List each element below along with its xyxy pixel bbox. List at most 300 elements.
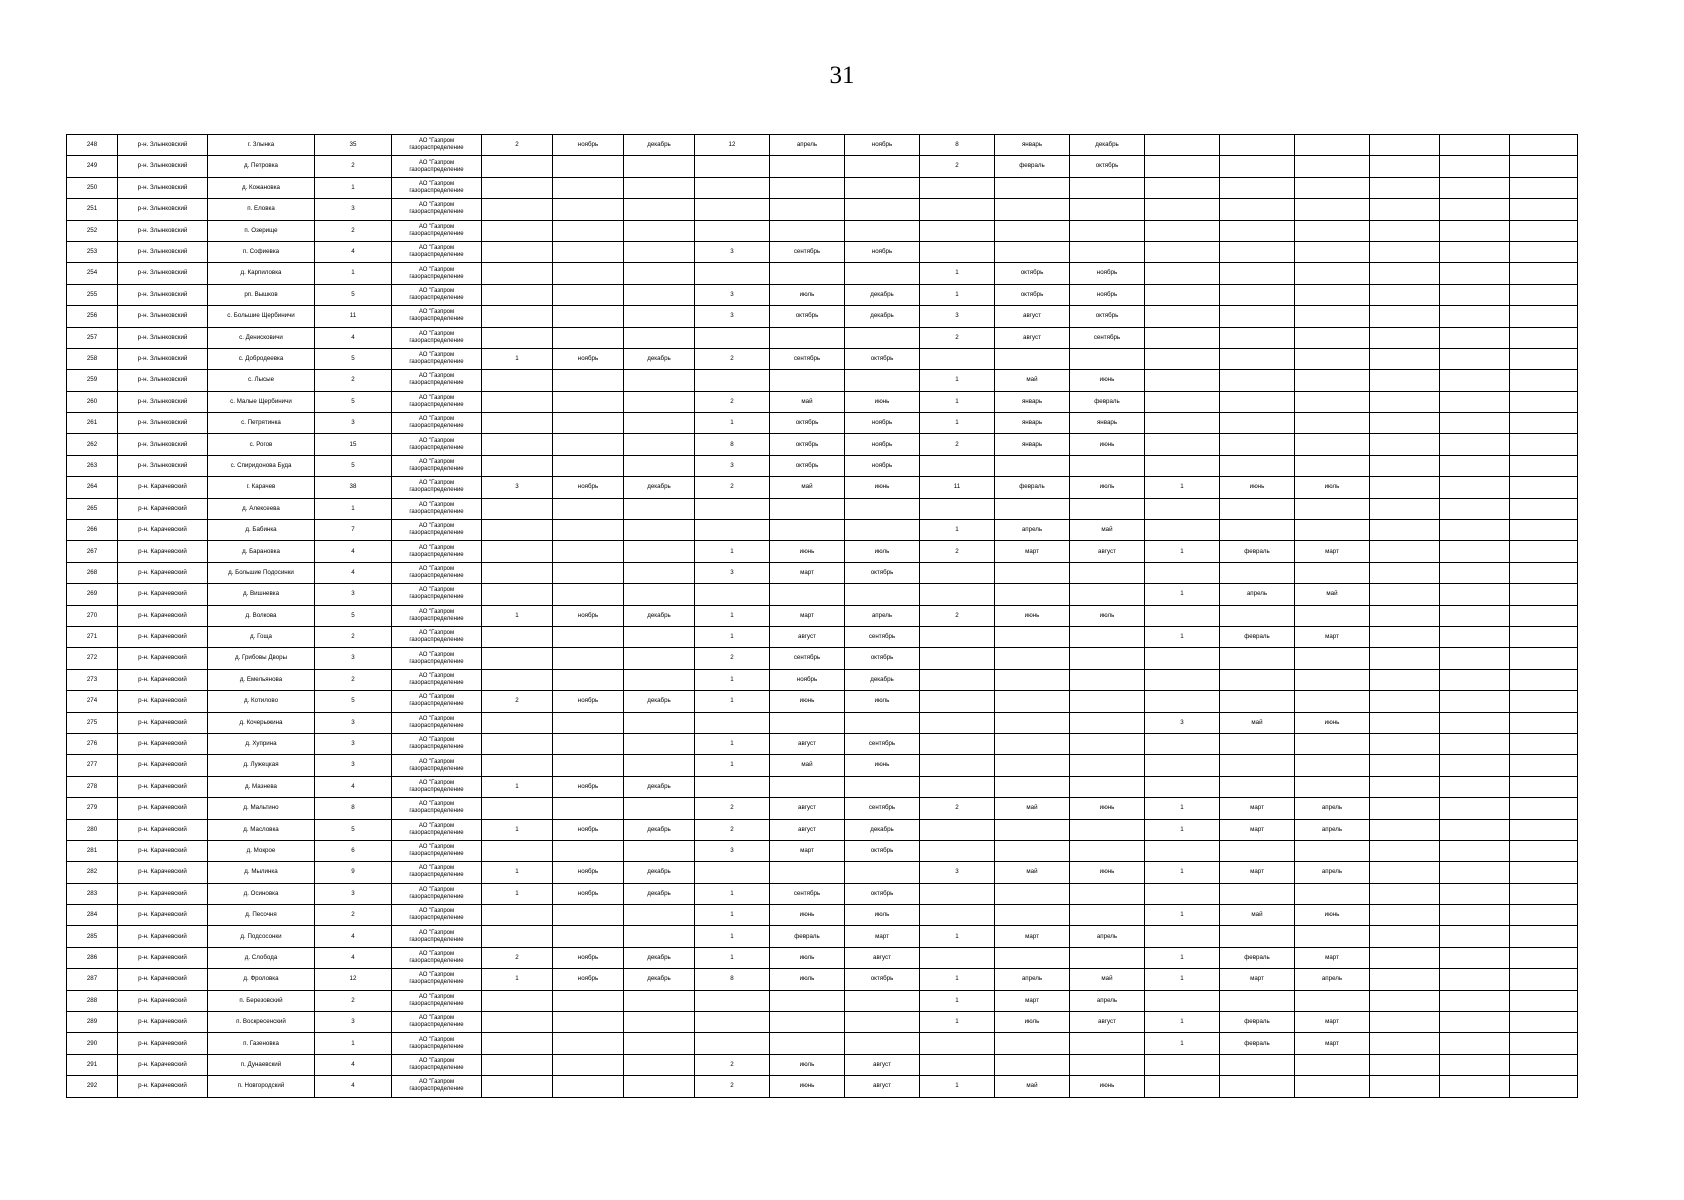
cell-stage1-count [482,584,553,605]
cell-stage2-count [695,584,770,605]
cell-stage3-count [920,626,995,647]
cell-stage2-start: август [770,819,845,840]
cell-stage2-count: 3 [695,455,770,476]
cell-extra-3 [1510,520,1578,541]
cell-stage2-count: 2 [695,477,770,498]
cell-stage4-start [1220,520,1295,541]
cell-stage2-count: 1 [695,605,770,626]
cell-extra-2 [1440,755,1510,776]
cell-org: АО "Газпром газораспределение [392,413,482,434]
cell-stage3-count [920,840,995,861]
table-row [67,156,1578,177]
cell-stage1-start [553,669,624,690]
cell-stage4-count: 1 [1145,584,1220,605]
cell-extra-1 [1370,755,1440,776]
cell-row-number: 253 [67,241,118,262]
cell-stage2-end: ноябрь [845,455,920,476]
cell-stage2-end [845,584,920,605]
cell-stage3-end: июнь [1070,798,1145,819]
cell-stage2-end: июнь [845,391,920,412]
cell-stage4-count: 1 [1145,798,1220,819]
cell-stage2-start: июнь [770,905,845,926]
cell-stage3-count: 1 [920,1076,995,1097]
cell-stage4-end [1295,1054,1370,1075]
cell-count: 4 [315,947,392,968]
cell-extra-3 [1510,284,1578,305]
cell-stage2-end [845,712,920,733]
cell-settlement: д. Волкова [208,605,315,626]
cell-count: 4 [315,776,392,797]
cell-stage2-count: 1 [695,926,770,947]
cell-stage4-start: февраль [1220,541,1295,562]
cell-stage4-start: март [1220,969,1295,990]
cell-settlement: п. Воскресенский [208,1012,315,1033]
cell-stage1-count [482,926,553,947]
cell-stage2-end: июль [845,541,920,562]
cell-stage2-end [845,1012,920,1033]
cell-stage2-count: 3 [695,840,770,861]
cell-stage3-count: 2 [920,605,995,626]
cell-district: р-н. Карачевский [118,477,208,498]
cell-settlement: д. Емельянова [208,669,315,690]
cell-extra-1 [1370,905,1440,926]
cell-stage2-start: ноябрь [770,669,845,690]
cell-stage3-end [1070,348,1145,369]
cell-stage2-start: март [770,562,845,583]
cell-stage3-end [1070,691,1145,712]
cell-row-number: 261 [67,413,118,434]
cell-settlement: д. Карпиловка [208,263,315,284]
cell-settlement: д. Вишневка [208,584,315,605]
table-row [67,947,1578,968]
cell-stage1-count [482,263,553,284]
cell-stage1-count [482,755,553,776]
cell-org: АО "Газпром газораспределение [392,541,482,562]
cell-stage2-start [770,156,845,177]
cell-district: р-н. Карачевский [118,520,208,541]
cell-settlement: д. Бабинка [208,520,315,541]
cell-stage4-start [1220,648,1295,669]
cell-stage2-end: ноябрь [845,135,920,156]
cell-row-number: 269 [67,584,118,605]
cell-stage1-start [553,391,624,412]
cell-stage1-end [624,284,695,305]
cell-stage4-count: 1 [1145,1012,1220,1033]
cell-stage4-count [1145,926,1220,947]
cell-stage1-end: декабрь [624,947,695,968]
cell-stage3-start: август [995,327,1070,348]
cell-stage3-end: апрель [1070,926,1145,947]
cell-settlement: д. Кожановка [208,177,315,198]
cell-row-number: 274 [67,691,118,712]
cell-stage1-end [624,306,695,327]
cell-count: 6 [315,840,392,861]
cell-stage4-count [1145,1054,1220,1075]
cell-stage1-count [482,1033,553,1054]
cell-count: 8 [315,798,392,819]
cell-stage2-count: 1 [695,733,770,754]
cell-stage4-end: июнь [1295,712,1370,733]
cell-stage2-start: октябрь [770,306,845,327]
cell-stage1-end [624,712,695,733]
cell-stage4-end: март [1295,541,1370,562]
cell-settlement: г. Злынка [208,135,315,156]
cell-stage1-end [624,733,695,754]
cell-district: р-н. Карачевский [118,776,208,797]
cell-extra-1 [1370,840,1440,861]
cell-org: АО "Газпром газораспределение [392,241,482,262]
cell-stage1-end [624,840,695,861]
cell-stage2-start: октябрь [770,434,845,455]
cell-stage4-end [1295,1076,1370,1097]
cell-stage4-start [1220,733,1295,754]
cell-stage1-end: декабрь [624,969,695,990]
cell-stage3-count [920,241,995,262]
cell-stage2-count [695,520,770,541]
cell-count: 2 [315,220,392,241]
cell-stage4-end [1295,691,1370,712]
cell-extra-3 [1510,455,1578,476]
cell-stage3-start: май [995,370,1070,391]
cell-row-number: 270 [67,605,118,626]
cell-stage2-count: 12 [695,135,770,156]
cell-stage4-start [1220,926,1295,947]
cell-district: р-н. Карачевский [118,1076,208,1097]
cell-settlement: с. Спиридонова Буда [208,455,315,476]
cell-settlement: д. Петровка [208,156,315,177]
cell-stage4-start [1220,883,1295,904]
cell-stage1-count [482,370,553,391]
cell-stage4-start [1220,327,1295,348]
cell-stage1-start: ноябрь [553,605,624,626]
cell-org: АО "Газпром газораспределение [392,284,482,305]
cell-stage3-end: ноябрь [1070,263,1145,284]
cell-stage4-start [1220,177,1295,198]
cell-stage4-start [1220,755,1295,776]
cell-stage3-count: 1 [920,263,995,284]
cell-count: 3 [315,712,392,733]
cell-stage3-start: октябрь [995,263,1070,284]
cell-district: р-н. Злынковский [118,370,208,391]
cell-district: р-н. Карачевский [118,541,208,562]
cell-stage3-start [995,733,1070,754]
cell-stage4-end [1295,883,1370,904]
cell-stage4-start: март [1220,819,1295,840]
cell-stage3-count [920,883,995,904]
cell-stage3-end: май [1070,520,1145,541]
cell-stage3-count: 1 [920,990,995,1011]
cell-org: АО "Газпром газораспределение [392,370,482,391]
cell-stage3-end [1070,1033,1145,1054]
cell-stage1-count [482,840,553,861]
cell-extra-3 [1510,220,1578,241]
cell-stage3-start [995,177,1070,198]
table-row [67,905,1578,926]
cell-stage3-end [1070,455,1145,476]
cell-stage3-end [1070,905,1145,926]
cell-settlement: п. Софиевка [208,241,315,262]
cell-extra-3 [1510,605,1578,626]
cell-row-number: 256 [67,306,118,327]
cell-stage1-start [553,306,624,327]
cell-stage4-count [1145,391,1220,412]
cell-settlement: с. Рогов [208,434,315,455]
cell-org: АО "Газпром газораспределение [392,819,482,840]
cell-stage4-start [1220,370,1295,391]
cell-stage2-count: 1 [695,413,770,434]
cell-stage2-end: октябрь [845,883,920,904]
cell-stage2-count: 1 [695,541,770,562]
cell-stage1-end: декабрь [624,605,695,626]
cell-stage3-end [1070,733,1145,754]
cell-row-number: 283 [67,883,118,904]
cell-stage4-end: апрель [1295,969,1370,990]
table-row [67,327,1578,348]
cell-row-number: 284 [67,905,118,926]
cell-stage3-start [995,819,1070,840]
cell-extra-1 [1370,733,1440,754]
cell-extra-1 [1370,990,1440,1011]
cell-stage4-start [1220,1076,1295,1097]
cell-stage1-end [624,755,695,776]
cell-stage1-end [624,541,695,562]
cell-stage3-count [920,648,995,669]
cell-stage2-start [770,1012,845,1033]
cell-stage1-end [624,263,695,284]
cell-extra-2 [1440,220,1510,241]
cell-row-number: 290 [67,1033,118,1054]
cell-count: 7 [315,520,392,541]
cell-settlement: п. Новгородский [208,1076,315,1097]
cell-stage2-end [845,177,920,198]
cell-row-number: 267 [67,541,118,562]
cell-extra-2 [1440,327,1510,348]
cell-count: 3 [315,584,392,605]
cell-stage4-end [1295,520,1370,541]
cell-stage1-count [482,220,553,241]
cell-stage2-count: 2 [695,648,770,669]
cell-stage3-count [920,691,995,712]
cell-stage2-start: октябрь [770,413,845,434]
cell-district: р-н. Карачевский [118,947,208,968]
cell-row-number: 271 [67,626,118,647]
cell-stage4-count [1145,776,1220,797]
cell-stage3-start: апрель [995,520,1070,541]
cell-stage1-end [624,1033,695,1054]
cell-stage3-count: 2 [920,434,995,455]
cell-stage1-count [482,798,553,819]
cell-stage2-start [770,177,845,198]
cell-stage1-start [553,1076,624,1097]
cell-extra-2 [1440,455,1510,476]
cell-stage4-start [1220,284,1295,305]
cell-stage1-start [553,156,624,177]
cell-row-number: 249 [67,156,118,177]
cell-extra-3 [1510,840,1578,861]
cell-extra-1 [1370,669,1440,690]
cell-row-number: 278 [67,776,118,797]
cell-org: АО "Газпром газораспределение [392,626,482,647]
cell-stage4-end [1295,498,1370,519]
cell-count: 1 [315,263,392,284]
table-row [67,733,1578,754]
table-row [67,712,1578,733]
cell-stage3-start [995,498,1070,519]
cell-org: АО "Газпром газораспределение [392,584,482,605]
cell-stage1-count [482,498,553,519]
table-row [67,798,1578,819]
cell-stage1-end: декабрь [624,776,695,797]
cell-org: АО "Газпром газораспределение [392,648,482,669]
cell-stage2-start: июнь [770,541,845,562]
cell-stage3-end: июнь [1070,862,1145,883]
cell-stage4-start: май [1220,905,1295,926]
cell-stage4-end [1295,926,1370,947]
cell-stage1-count [482,434,553,455]
cell-extra-3 [1510,1054,1578,1075]
table-row [67,520,1578,541]
cell-stage4-count [1145,755,1220,776]
cell-stage1-start [553,562,624,583]
cell-stage4-count [1145,669,1220,690]
cell-stage1-count [482,241,553,262]
cell-count: 3 [315,1012,392,1033]
cell-extra-2 [1440,605,1510,626]
cell-stage2-count: 1 [695,691,770,712]
cell-extra-1 [1370,241,1440,262]
cell-stage4-start [1220,562,1295,583]
cell-stage4-end [1295,199,1370,220]
cell-stage1-start [553,327,624,348]
cell-district: р-н. Карачевский [118,498,208,519]
cell-stage2-count: 1 [695,626,770,647]
cell-stage4-count [1145,498,1220,519]
cell-stage4-end [1295,434,1370,455]
cell-settlement: д. Слобода [208,947,315,968]
table-row [67,1076,1578,1097]
cell-stage1-start [553,177,624,198]
table-row [67,669,1578,690]
cell-district: р-н. Карачевский [118,733,208,754]
cell-extra-1 [1370,798,1440,819]
cell-stage4-count [1145,1076,1220,1097]
cell-stage3-end: май [1070,969,1145,990]
cell-stage3-end [1070,669,1145,690]
cell-settlement: п. Озерище [208,220,315,241]
cell-extra-2 [1440,306,1510,327]
cell-org: АО "Газпром газораспределение [392,498,482,519]
cell-stage1-start [553,1033,624,1054]
cell-stage1-start: ноябрь [553,691,624,712]
cell-district: р-н. Злынковский [118,284,208,305]
cell-stage3-end [1070,241,1145,262]
cell-stage4-count [1145,691,1220,712]
cell-stage2-end [845,263,920,284]
cell-extra-1 [1370,220,1440,241]
cell-stage2-count: 3 [695,306,770,327]
cell-stage1-count [482,905,553,926]
cell-stage3-count [920,819,995,840]
cell-stage2-start: сентябрь [770,883,845,904]
cell-org: АО "Газпром газораспределение [392,1076,482,1097]
cell-count: 4 [315,562,392,583]
cell-stage4-end [1295,327,1370,348]
cell-stage4-start [1220,241,1295,262]
cell-row-number: 252 [67,220,118,241]
cell-stage4-end [1295,284,1370,305]
cell-stage4-start: июнь [1220,477,1295,498]
cell-district: р-н. Карачевский [118,1054,208,1075]
cell-stage1-start [553,648,624,669]
cell-stage4-end [1295,733,1370,754]
cell-stage3-start: март [995,990,1070,1011]
cell-stage3-start: май [995,798,1070,819]
cell-stage4-end [1295,605,1370,626]
cell-district: р-н. Злынковский [118,348,208,369]
cell-row-number: 289 [67,1012,118,1033]
cell-extra-2 [1440,520,1510,541]
cell-district: р-н. Карачевский [118,626,208,647]
cell-district: р-н. Карачевский [118,990,208,1011]
cell-extra-3 [1510,691,1578,712]
table-row [67,562,1578,583]
cell-stage3-start [995,562,1070,583]
cell-row-number: 272 [67,648,118,669]
cell-stage3-end: август [1070,1012,1145,1033]
cell-stage1-count [482,520,553,541]
cell-stage1-count [482,990,553,1011]
cell-count: 4 [315,327,392,348]
cell-stage2-count [695,712,770,733]
cell-district: р-н. Злынковский [118,327,208,348]
cell-stage3-end: июнь [1070,434,1145,455]
cell-extra-2 [1440,819,1510,840]
cell-org: АО "Газпром газораспределение [392,990,482,1011]
cell-stage1-end [624,926,695,947]
cell-stage3-end: август [1070,541,1145,562]
cell-stage2-start [770,776,845,797]
cell-stage4-start [1220,498,1295,519]
cell-count: 4 [315,541,392,562]
cell-stage1-count: 1 [482,348,553,369]
cell-stage4-end: март [1295,626,1370,647]
cell-stage3-count [920,669,995,690]
cell-stage4-end [1295,156,1370,177]
cell-stage2-count: 2 [695,348,770,369]
cell-count: 15 [315,434,392,455]
cell-settlement: д. Кочерыжина [208,712,315,733]
cell-org: АО "Газпром газораспределение [392,776,482,797]
cell-stage4-end: июнь [1295,905,1370,926]
cell-count: 3 [315,199,392,220]
cell-extra-3 [1510,135,1578,156]
cell-count: 4 [315,241,392,262]
cell-stage1-end [624,498,695,519]
cell-stage2-count [695,220,770,241]
cell-stage1-start [553,413,624,434]
cell-stage2-end: сентябрь [845,798,920,819]
cell-stage2-end: сентябрь [845,626,920,647]
cell-org: АО "Газпром газораспределение [392,905,482,926]
cell-count: 2 [315,905,392,926]
cell-stage3-start: январь [995,413,1070,434]
cell-stage1-count: 3 [482,477,553,498]
cell-stage3-end [1070,755,1145,776]
cell-stage4-end [1295,776,1370,797]
cell-extra-1 [1370,584,1440,605]
table-row [67,220,1578,241]
cell-row-number: 248 [67,135,118,156]
